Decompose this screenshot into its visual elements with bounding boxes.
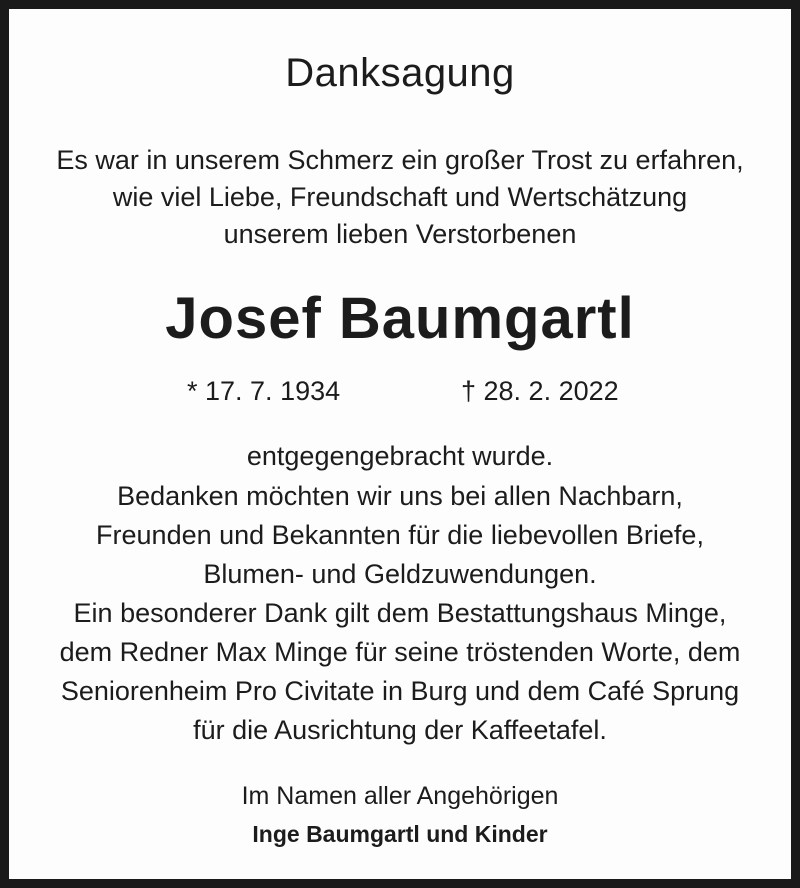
death-date: † 28. 2. 2022: [461, 376, 619, 406]
birth-date: * 17. 7. 1934: [187, 376, 341, 406]
deceased-name: Josef Baumgartl: [165, 286, 635, 351]
intro-line: Es war in unserem Schmerz ein großer Trost zu erfahren,: [56, 145, 744, 175]
thanks-line: Blumen- und Geldzuwendungen.: [203, 559, 597, 589]
closing-line: Im Namen aller Angehörigen: [241, 782, 559, 810]
signature: Inge Baumgartl und Kinder: [252, 821, 548, 847]
thanks-line: Ein besonderer Dank gilt dem Bestattungshaus Minge,: [73, 598, 727, 628]
thanks-line: für die Ausrichtung der Kaffeetafel.: [193, 715, 607, 745]
thanks-line: Freunden und Bekannten für die liebevollen Briefe,: [96, 520, 704, 550]
thanks-line: entgegengebracht wurde.: [246, 441, 554, 471]
intro-line: unserem lieben Verstorbenen: [223, 219, 577, 249]
notice-title: Danksagung: [285, 51, 515, 95]
thanks-line: Bedanken möchten wir uns bei allen Nachbarn,: [117, 481, 683, 511]
intro-line: wie viel Liebe, Freundschaft und Wertschätzung: [112, 182, 688, 212]
thanks-line: Seniorenheim Pro Civitate in Burg und dem Café Sprung: [60, 676, 740, 706]
thanks-line: dem Redner Max Minge für seine tröstenden Worte, dem: [59, 637, 741, 667]
